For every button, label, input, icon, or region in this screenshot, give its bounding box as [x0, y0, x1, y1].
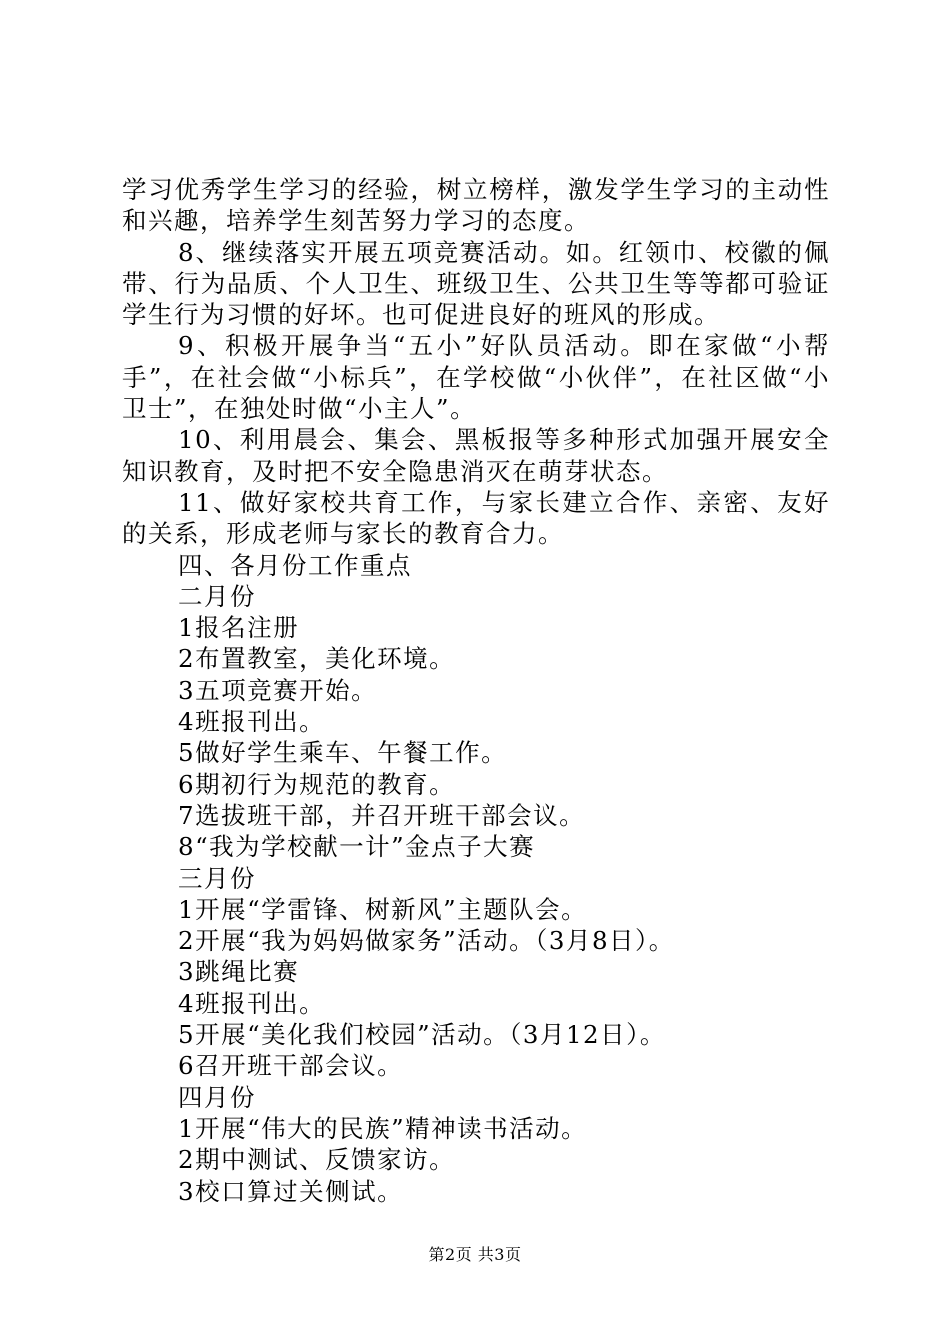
list-item: 7选拔班干部，并召开班干部会议。 — [178, 800, 586, 830]
month-heading-apr: 四月份 — [178, 1082, 256, 1112]
list-item: 5开展“美化我们校园”活动。（3月12日）。 — [178, 1020, 666, 1050]
list-item: 3校口算过关侧试。 — [178, 1176, 404, 1206]
list-item: 4班报刊出。 — [178, 988, 326, 1018]
month-heading-mar: 三月份 — [178, 863, 256, 893]
list-item: 6召开班干部会议。 — [178, 1051, 404, 1081]
list-item: 3跳绳比赛 — [178, 957, 300, 987]
list-item: 1报名注册 — [178, 613, 300, 643]
paragraph-item-11: 11、做好家校共育工作，与家长建立合作、亲密、友好的关系，形成老师与家长的教育合力。 — [122, 487, 830, 549]
list-item: 5做好学生乘车、午餐工作。 — [178, 738, 508, 768]
list-item: 3五项竞赛开始。 — [178, 675, 378, 705]
section-title: 四、各月份工作重点 — [178, 550, 412, 580]
month-heading-feb: 二月份 — [178, 581, 256, 611]
list-item: 6期初行为规范的教育。 — [178, 769, 456, 799]
list-item: 8“我为学校献一计”金点子大赛 — [178, 832, 536, 862]
list-item: 1开展“学雷锋、树新风”主题队会。 — [178, 894, 588, 924]
list-item: 2开展“我为妈妈做家务”活动。（3月8日）。 — [178, 926, 675, 956]
document-body — [122, 174, 830, 1207]
paragraph-item-8: 8、继续落实开展五项竞赛活动。如。红领巾、校徽的佩带、行为品质、个人卫生、班级卫生、公共卫生等等都可验证学生行为习惯的好坏。也可促进良好的班风的形成。 — [122, 237, 830, 330]
list-item: 1开展“伟大的民族”精神读书活动。 — [178, 1113, 588, 1143]
paragraph-item-10: 10、利用晨会、集会、黑板报等多种形式加强开展安全知识教育，及时把不安全隐患消灭在萌芽状态。 — [122, 425, 830, 486]
list-item: 4班报刊出。 — [178, 707, 326, 737]
paragraph-item-9: 9、积极开展争当“五小”好队员活动。即在家做“小帮手”，在社会做“小标兵”，在学校做“小伙伴”，在社区做“小卫士”，在独处时做“小主人”。 — [122, 331, 830, 424]
list-item: 2布置教室，美化环境。 — [178, 644, 456, 674]
page-footer: 第2页 共3页 — [428, 1245, 522, 1264]
paragraph-continued: 学习优秀学生学习的经验，树立榜样，激发学生学习的主动性和兴趣，培养学生刻苦努力学习的态度。 — [122, 175, 830, 236]
list-item: 2期中测试、反馈家访。 — [178, 1145, 456, 1175]
